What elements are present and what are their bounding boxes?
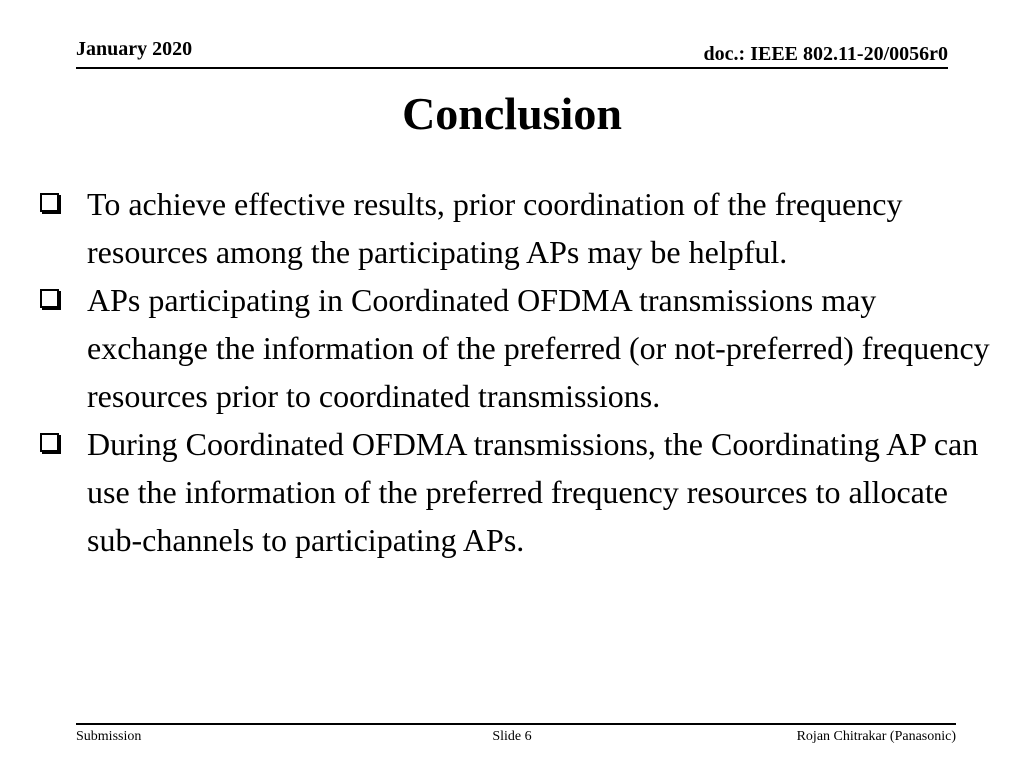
- bullet-list: [38, 180, 998, 564]
- checkbox-bullet-icon: [40, 193, 59, 212]
- slide-title: Conclusion: [402, 88, 622, 139]
- footer-slide-number: Slide 6: [492, 729, 532, 744]
- bullet-text: During Coordinated OFDMA transmissions, the Coordinating AP can use the information of the preferred frequency resources to allocate sub-channels to participating APs.: [87, 426, 979, 558]
- checkbox-bullet-icon: [40, 433, 59, 452]
- header-doc-id: doc.: IEEE 802.11-20/0056r0: [703, 43, 948, 65]
- footer-author: Rojan Chitrakar (Panasonic): [796, 729, 956, 744]
- header-divider: [76, 67, 948, 69]
- footer-divider: [76, 723, 956, 725]
- bullet-item: [38, 420, 998, 564]
- bullet-text: APs participating in Coordinated OFDMA transmissions may exchange the information of the preferred (or not-preferred) frequency resources prior to coordinated transmissions.: [87, 282, 990, 414]
- bullet-item: [38, 276, 998, 420]
- bullet-item: [38, 180, 998, 276]
- checkbox-bullet-icon: [40, 289, 59, 308]
- header-date: January 2020: [76, 38, 193, 60]
- bullet-text: To achieve effective results, prior coordination of the frequency resources among the participating APs may be helpful.: [87, 186, 903, 270]
- footer-submission: Submission: [76, 729, 142, 744]
